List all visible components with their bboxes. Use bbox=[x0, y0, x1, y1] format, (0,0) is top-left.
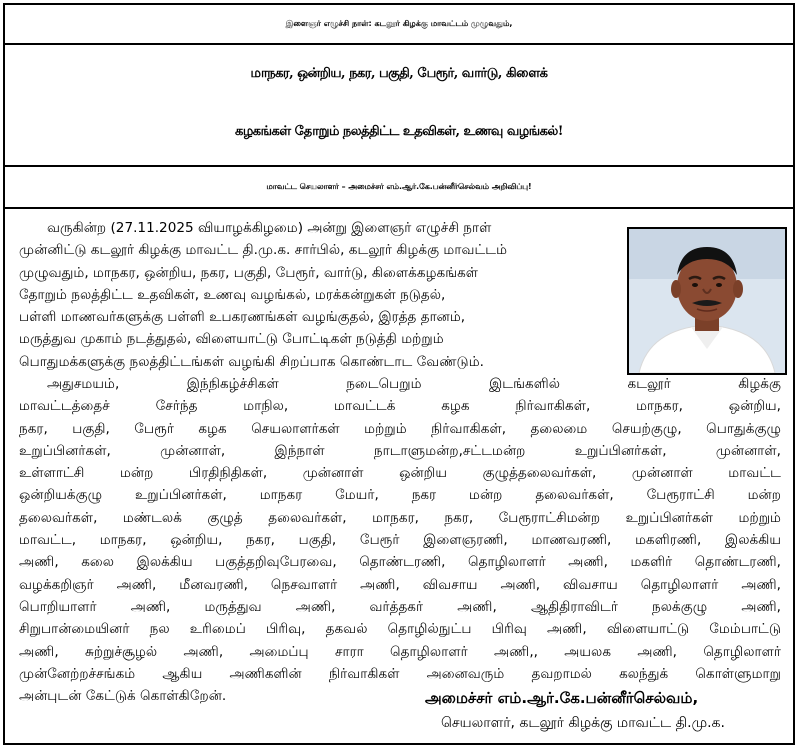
text-line: உறுப்பினர்கள், முன்னாள், இந்நாள் நாடாளுமன்ற,சட்டமன்ற உறுப்பினர்கள், முன்னாள், bbox=[19, 442, 781, 459]
signature-name: அமைச்சர் எம்.ஆர்.கே.பன்னீர்செல்வம், bbox=[425, 689, 699, 707]
text-line: மருத்துவ முகாம் நடத்துதல், விளையாட்டு போட்டிகள் நடுத்தி மற்றும் bbox=[19, 331, 444, 348]
text-line: அதுசமயம், இந்நிகழ்ச்சிகள் நடைபெறும் இடங்களில் கடலூர் கிழக்கு bbox=[47, 376, 781, 392]
text-line: முழுவதும், மாநகர, ஒன்றிய, நகர, பகுதி, பேரூர், வார்டு, கிளைக்கழகங்கள் bbox=[19, 264, 479, 281]
sub-headline: மாவட்ட செயலாளர் – அமைச்சர் எம்.ஆர்.கே.பன்னீர்செல்வம் அறிவிப்பு! bbox=[5, 167, 793, 209]
text-line: நகர, பகுதி, பேரூர் கழக செயலாளர்கள் மற்றும் நிர்வாகிகள், தலைமை செயற்குழு, பொதுக்குழு bbox=[19, 420, 781, 437]
signature-title: செயலாளர், கடலூர் கிழக்கு மாவட்ட தி.மு.க. bbox=[441, 715, 725, 731]
text-line: முன்னேற்றச்சங்கம் ஆகிய அணிகளின் நிர்வாகிகள் அனைவரும் தவறாமல் கலந்துக் கொள்ளுமாறு bbox=[19, 665, 781, 682]
text-line: வழக்கறிஞர் அணி, மீனவரணி, நெசவாளர் அணி, விவசாய அணி, விவசாய தொழிலாளர் அணி, bbox=[19, 576, 781, 593]
text-line: தலைவர்கள், மண்டலக் குழுத் தலைவர்கள், மாநகர, நகர, பேரூராட்சிமன்ற உறுப்பினர்கள் மற்றும் bbox=[19, 509, 781, 526]
text-line: வருகின்ற (27.11.2025 வியாழக்கிழமை) அன்று இளைஞர் எழுச்சி நாள் bbox=[47, 220, 492, 236]
announcement-page bbox=[3, 3, 795, 745]
text-line: மாவட்ட, மாநகர, ஒன்றிய, நகர, பகுதி, பேரூர் இளைஞரணி, மாணவரணி, மகளிரணி, இலக்கிய bbox=[19, 532, 781, 549]
text-line: சிறுபான்மையினர் நல உரிமைப் பிரிவு, தகவல் தொழில்நுட்ப பிரிவு அணி, விளையாட்டு மேம்பாட்டு bbox=[19, 621, 781, 638]
paragraph-1 bbox=[19, 217, 619, 373]
paragraph-2 bbox=[19, 373, 781, 707]
text-line: முன்னிட்டு கடலூர் கிழக்கு மாவட்ட தி.மு.க. சார்பில், கடலூர் கிழக்கு மாவட்டம் bbox=[19, 242, 508, 259]
top-heading: இளைஞர் எழுச்சி நாள்: கடலூர் கிழக்கு மாவட்டம் முழுவதும், bbox=[5, 5, 793, 45]
portrait-illustration bbox=[629, 229, 785, 373]
text-line: பொறியாளர் அணி, மருத்துவ அணி, வர்த்தகர் அணி, ஆதிதிராவிடர் நலக்குழு அணி, bbox=[19, 598, 781, 615]
text-line: உள்ளாட்சி மன்ற பிரதிநிதிகள், முன்னாள் ஒன்றிய குழுத்தலைவர்கள், முன்னாள் மாவட்ட bbox=[19, 465, 781, 482]
text-line: அணி, சுற்றுச்சூழல் அணி, அமைப்பு சாரா தொழிலாளர் அணி,, அயலக அணி, தொழிலாளர் bbox=[19, 643, 781, 660]
text-line: பொதுமக்களுக்கு நலத்திட்டங்கள் வழங்கி சிறப்பாக கொண்டாட வேண்டும். bbox=[19, 353, 484, 370]
text-line: ஒன்றியக்குழு உறுப்பினர்கள், மாநகர மேயர், நகர மன்ற தலைவர்கள், பேரூராட்சி மன்ற bbox=[19, 487, 781, 504]
text-line: தோறும் நலத்திட்ட உதவிகள், உணவு வழங்கல், மரக்கன்றுகள் நடுதல், bbox=[19, 286, 446, 303]
main-headline bbox=[5, 45, 793, 167]
headline-line-2: கழகங்கள் தோறும் நலத்திட்ட உதவிகள், உணவு வழங்கல்! bbox=[235, 124, 563, 139]
text-line: பள்ளி மாணவர்களுக்கு பள்ளி உபகரணங்கள் வழங்குதல், இரத்த தானம், bbox=[19, 309, 466, 326]
headline-line-1: மாநகர, ஒன்றிய, நகர, பகுதி, பேரூர், வார்டு, கிளைக் bbox=[250, 66, 548, 81]
portrait-photo-icon bbox=[627, 227, 787, 375]
text-line: அணி, கலை இலக்கிய பகுத்தறிவுபேரவை, தொண்டரணி, தொழிலாளர் அணி, மகளிர் தொண்டரணி, bbox=[19, 554, 781, 571]
text-line: அன்புடன் கேட்டுக் கொள்கிறேன். bbox=[19, 688, 227, 705]
text-line: மாவட்டத்தைச் சேர்ந்த மாநில, மாவட்டக் கழக நிர்வாகிகள், மாநகர, ஒன்றிய, bbox=[19, 398, 781, 415]
